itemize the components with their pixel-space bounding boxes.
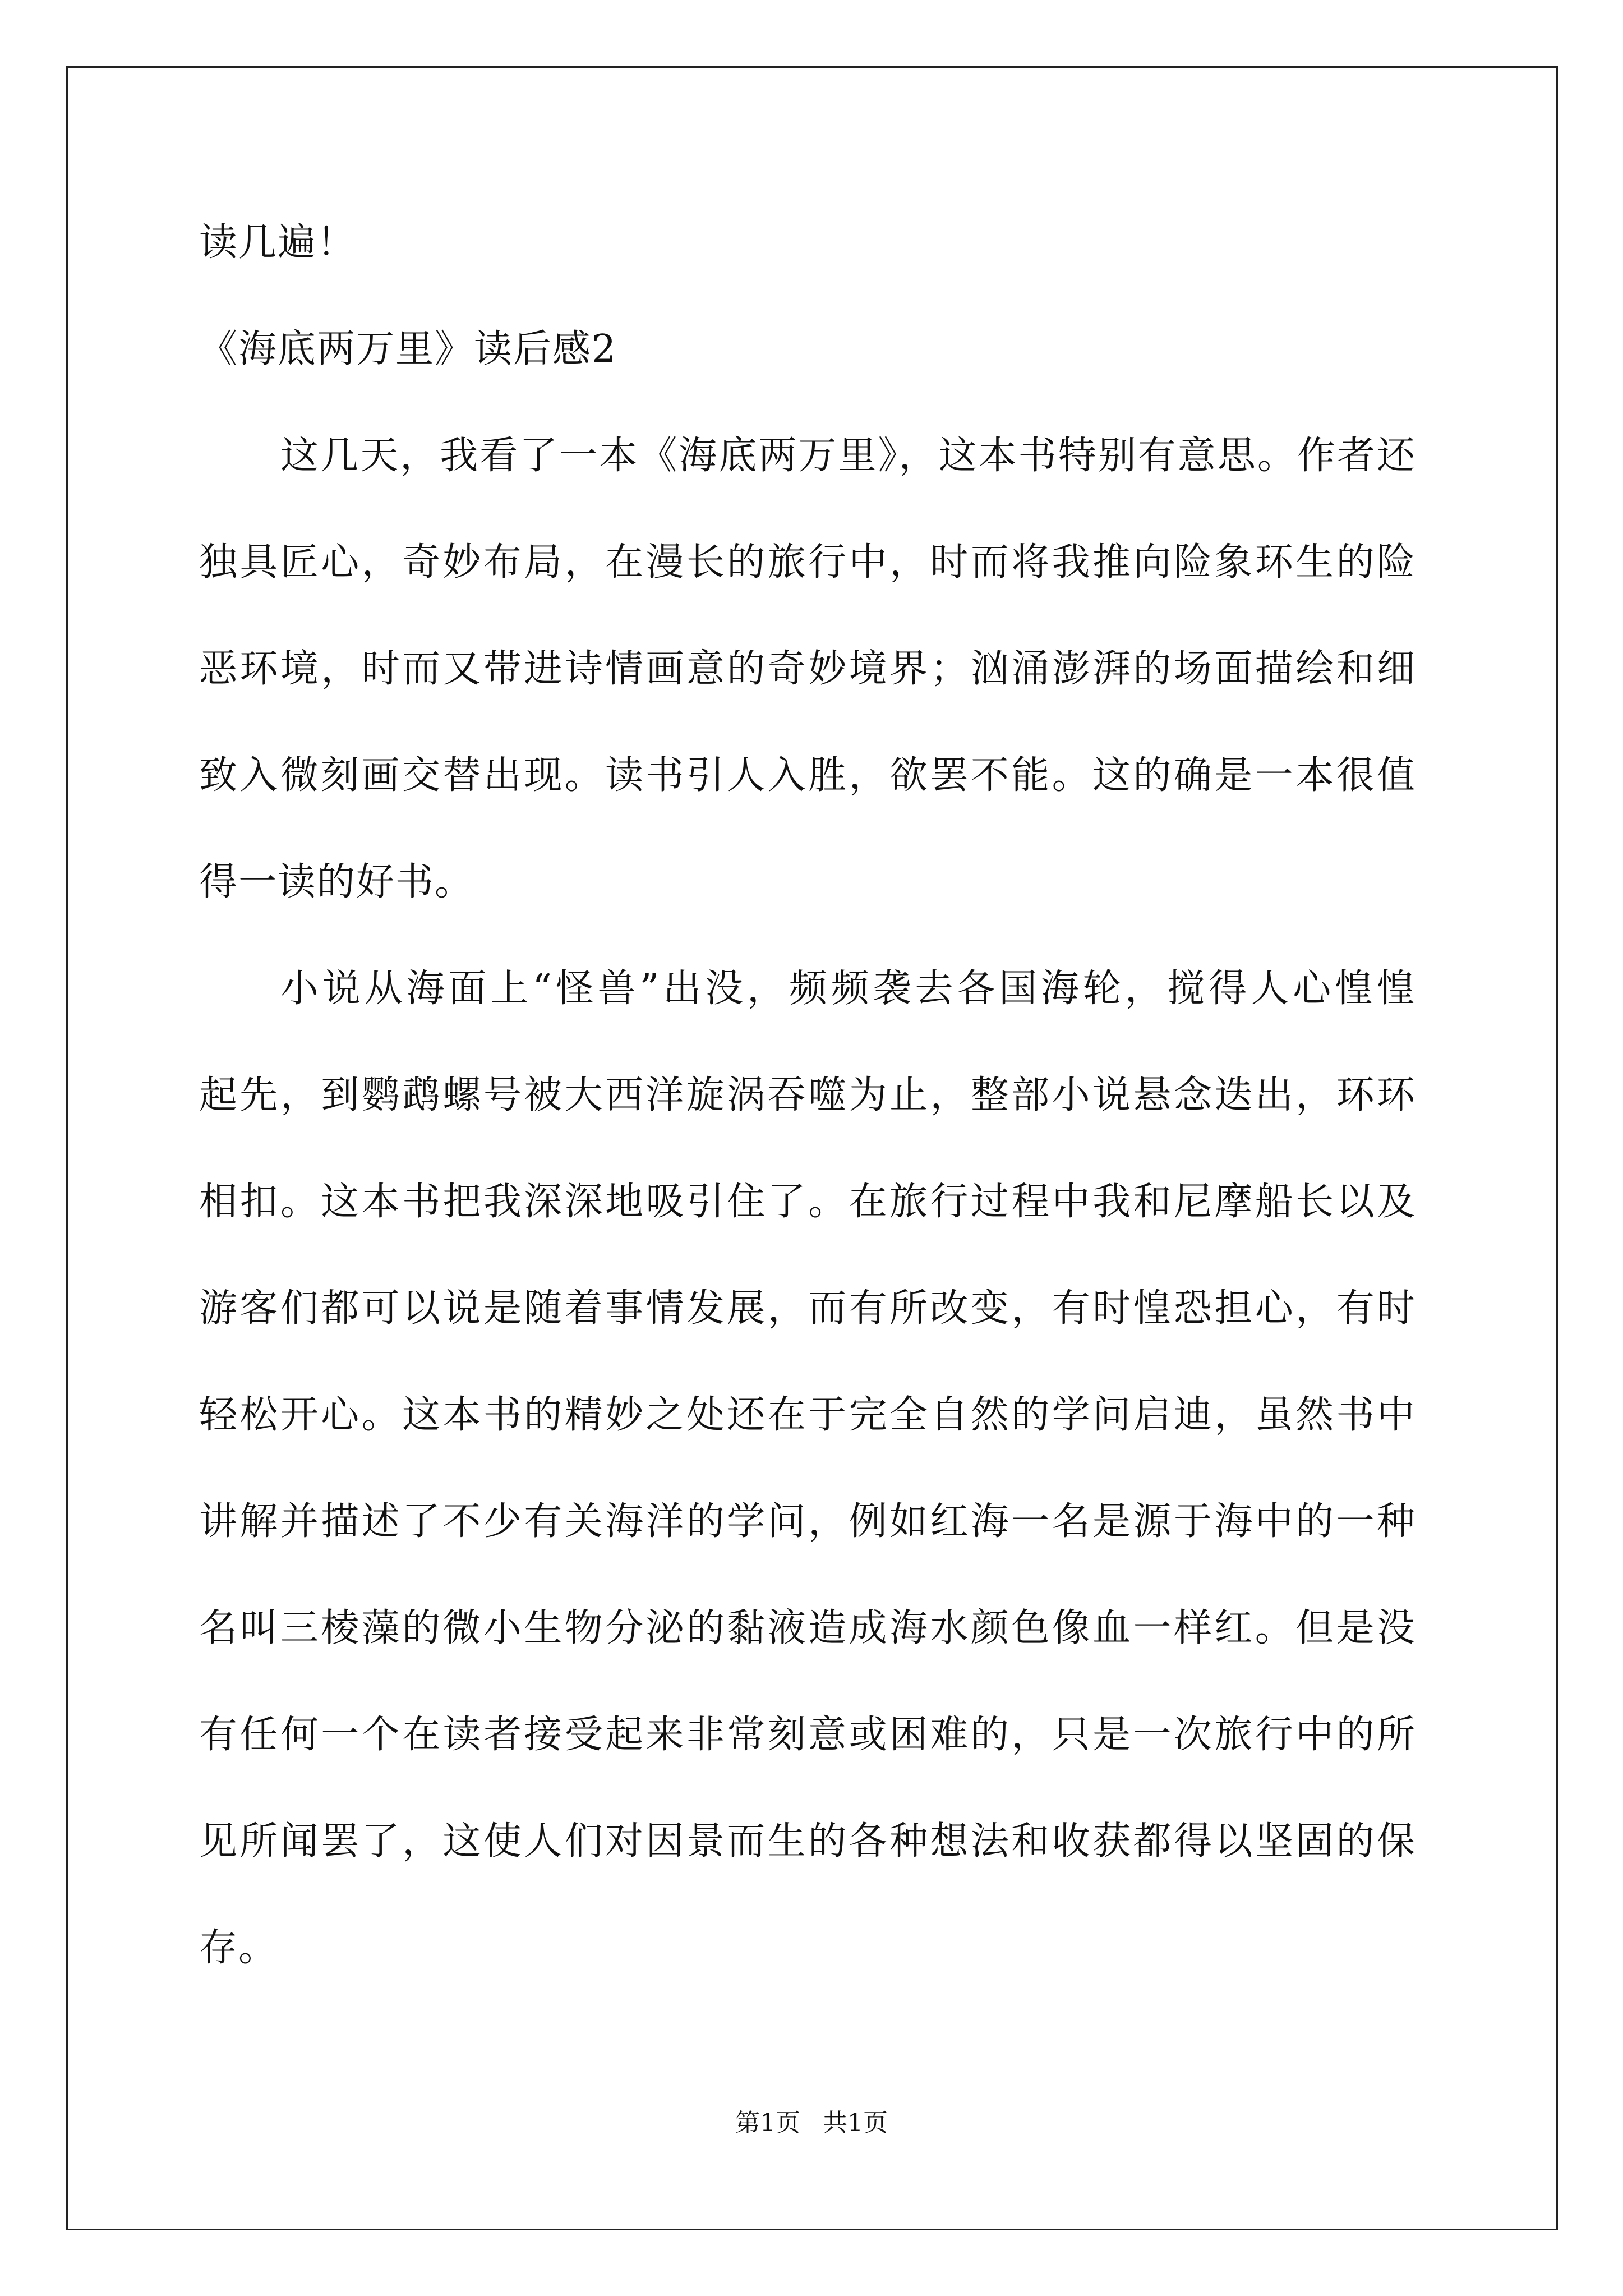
paragraph-line: 游客们都可以说是随着事情发展，而有所改变，有时惶恐担心，有时 — [199, 1286, 1416, 1331]
paragraph-line: 存。 — [199, 1926, 278, 1970]
paragraph-line: 这几天，我看了一本《海底两万里》，这本书特别有意思。作者还 — [280, 434, 1416, 478]
paragraph-line: 起先，到鹦鹉螺号被大西洋旋涡吞噬为止，整部小说悬念迭出，环环 — [199, 1073, 1416, 1117]
document-body — [199, 213, 1416, 2025]
paragraph-line: 恶环境，时而又带进诗情画意的奇妙境界；汹涌澎湃的场面描绘和细 — [199, 647, 1416, 691]
paragraph-line: 致入微刻画交替出现。读书引人入胜，欲罢不能。这的确是一本很值 — [199, 753, 1416, 798]
page-total: 共1页 — [823, 2109, 888, 2137]
opening-line-block — [199, 213, 1416, 272]
paragraph-line: 独具匠心，奇妙布局，在漫长的旅行中，时而将我推向险象环生的险 — [199, 540, 1416, 585]
paragraph-line: 见所闻罢了，这使人们对因景而生的各种想法和收获都得以坚固的保 — [199, 1819, 1416, 1864]
essay-title: 《海底两万里》读后感2 — [199, 327, 617, 371]
paragraph-line: 小说从海面上“怪兽”出没，频频袭去各国海轮，搅得人心惶惶 — [280, 967, 1416, 1011]
page-footer — [0, 2102, 1623, 2138]
paragraph-line: 讲解并描述了不少有关海洋的学问，例如红海一名是源于海中的一种 — [199, 1499, 1416, 1544]
paragraph-line: 得一读的好书。 — [199, 860, 474, 904]
page-number: 第1页 — [735, 2109, 800, 2137]
opening-line: 读几遍！ — [199, 220, 357, 265]
paragraph-line: 有任何一个在读者接受起来非常刻意或困难的，只是一次旅行中的所 — [199, 1713, 1416, 1757]
paragraph-line: 相扣。这本书把我深深地吸引住了。在旅行过程中我和尼摩船长以及 — [199, 1180, 1416, 1224]
title-block — [199, 320, 1416, 379]
paragraph-1 — [199, 426, 1416, 912]
paragraph-line: 轻松开心。这本书的精妙之处还在于完全自然的学问启迪，虽然书中 — [199, 1393, 1416, 1437]
paragraph-2 — [199, 959, 1416, 1977]
paragraph-line: 名叫三棱藻的微小生物分泌的黏液造成海水颜色像血一样红。但是没 — [199, 1606, 1416, 1650]
